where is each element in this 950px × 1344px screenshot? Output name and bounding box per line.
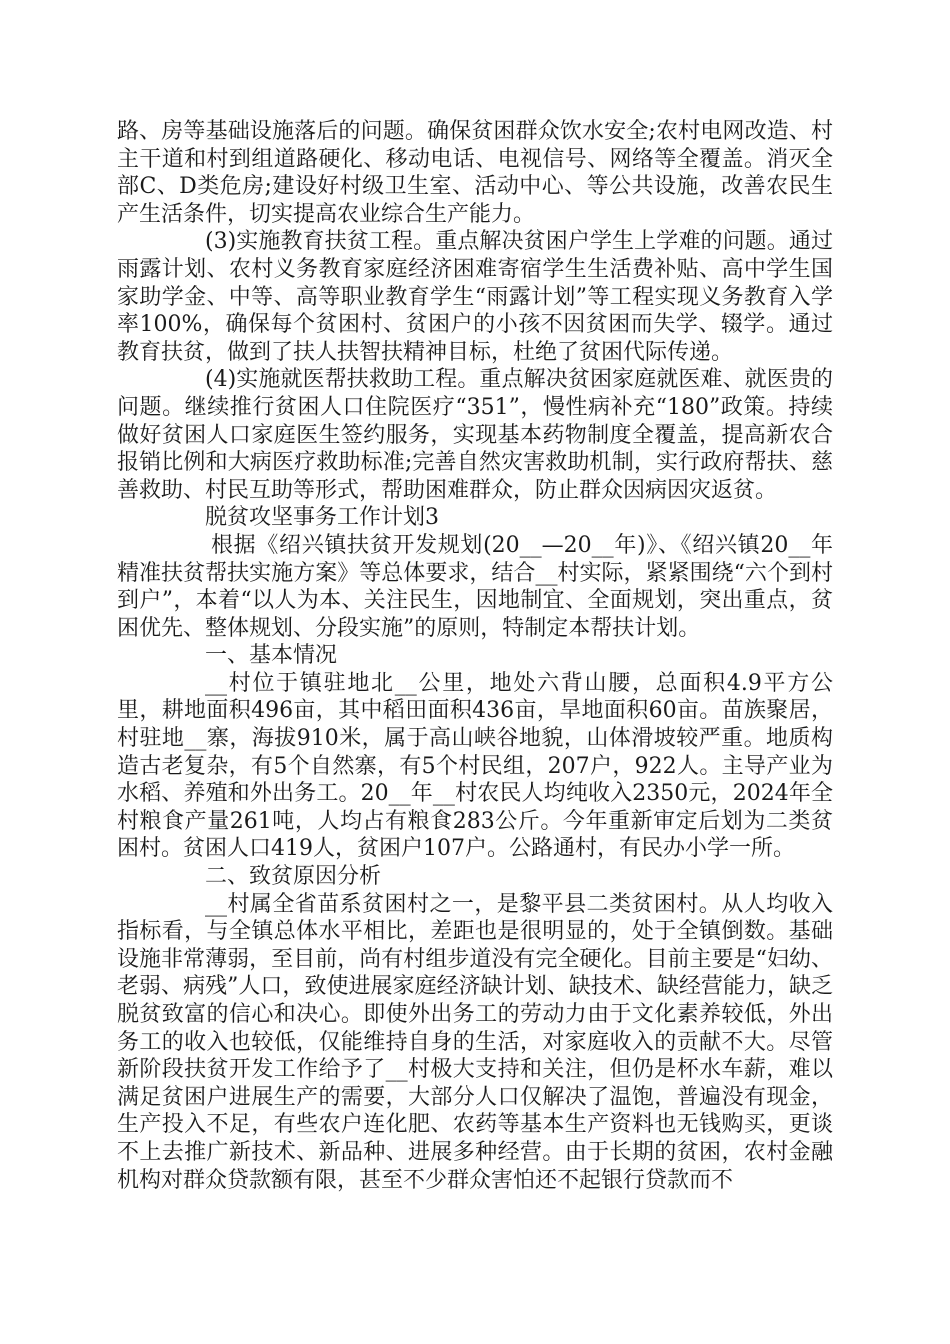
paragraph-poverty-causes: __村属全省苗系贫困村之一，是黎平县二类贫困村。从人均收入指标看，与全镇总体水平相比，差距也是很明显的，处于全镇倒数。基础设施非常薄弱，至目前，尚有村组步道没有完全硬化。目前主要是“妇幼、老弱、病残”人口，致使进展家庭经济缺计划、缺技术、缺经营能力，缺乏脱贫致富的信心和决心。即使外出务工的劳动力由于文化素养较低，外出务工的收入也较低，仅能维持自身的生活，对家庭收入的贡献不大。尽管新阶段扶贫开发工作给予了__村极大支持和关注，但仍是杯水车薪，难以满足贫困户进展生产的需要，大部分人口仅解决了温饱，普遍没有现金，生产投入不足，有些农户连化肥、农药等基本生产资料也无钱购买，更谈不上去推广新技术、新品种、进展多种经营。由于长期的贫困，农村金融机构对群众贷款额有限，甚至不少群众害怕还不起银行贷款而不 xyxy=(117,891,833,1193)
heading-poverty-causes: 二、致贫原因分析 xyxy=(205,864,382,890)
paragraph-education-poverty: (3)实施教育扶贫工程。重点解决贫困户学生上学难的问题。通过雨露计划、农村义务教育家庭经济困难寄宿学生生活费补贴、高中学生国家助学金、中等、高等职业教育学生“雨露计划”等工程实现义务教育入学率100%，确保每个贫困村、贫困户的小孩不因贫困而失学、辍学。通过教育扶贫，做到了扶人扶智扶精神目标，杜绝了贫困代际传递。 xyxy=(117,229,833,365)
paragraph-basic-situation: __村位于镇驻地北__公里，地处六背山腰，总面积4.9平方公里，耕地面积496亩，其中稻田面积436亩，旱地面积60亩。苗族聚居，村驻地__寨，海拔910米，属于高山峡谷地貌，山体滑坡较严重。地质构造古老复杂，有5个自然寨，有5个村民组，207户，922人。主导产业为水稻、养殖和外出务工。20__年__村农民人均纯收入2350元，2024年全村粮食产量261吨，人均占有粮食283公斤。今年重新审定后划为二类贫困村。贫困人口419人，贫困户107户。公路通村，有民办小学一所。 xyxy=(117,670,833,862)
heading-basic-situation: 一、基本情况 xyxy=(205,643,338,669)
paragraph-medical-assistance: (4)实施就医帮扶救助工程。重点解决贫困家庭就医难、就医贵的问题。继续推行贫困人口住院医疗“351”，慢性病补充“180”政策。持续做好贫困人口家庭医生签约服务，实现基本药物制度全覆盖，提高新农合报销比例和大病医疗救助标准;完善自然灾害救助机制，实行政府帮扶、慈善救助、村民互助等形式，帮助困难群众，防止群众因病因灾返贫。 xyxy=(117,367,833,503)
paragraph-infrastructure: 路、房等基础设施落后的问题。确保贫困群众饮水安全;农村电网改造、村主干道和村到组道路硬化、移动电话、电视信号、网络等全覆盖。消灭全部C、D类危房;建设好村级卫生室、活动中心、等公共设施，改善农民生产生活条件，切实提高农业综合生产能力。 xyxy=(117,119,833,227)
document-page xyxy=(117,118,833,1194)
section-title-plan-3: 脱贫攻坚事务工作计划3 xyxy=(205,505,439,531)
paragraph-plan-basis: 根据《绍兴镇扶贫开发规划(20__—20__年)》、《绍兴镇20__年精准扶贫帮扶实施方案》等总体要求，结合__村实际，紧紧围绕“六个到村到户”，本着“以人为本、关注民生，因地制宜、全面规划，突出重点，贫困优先、整体规划、分段实施”的原则，特制定本帮扶计划。 xyxy=(117,532,833,641)
